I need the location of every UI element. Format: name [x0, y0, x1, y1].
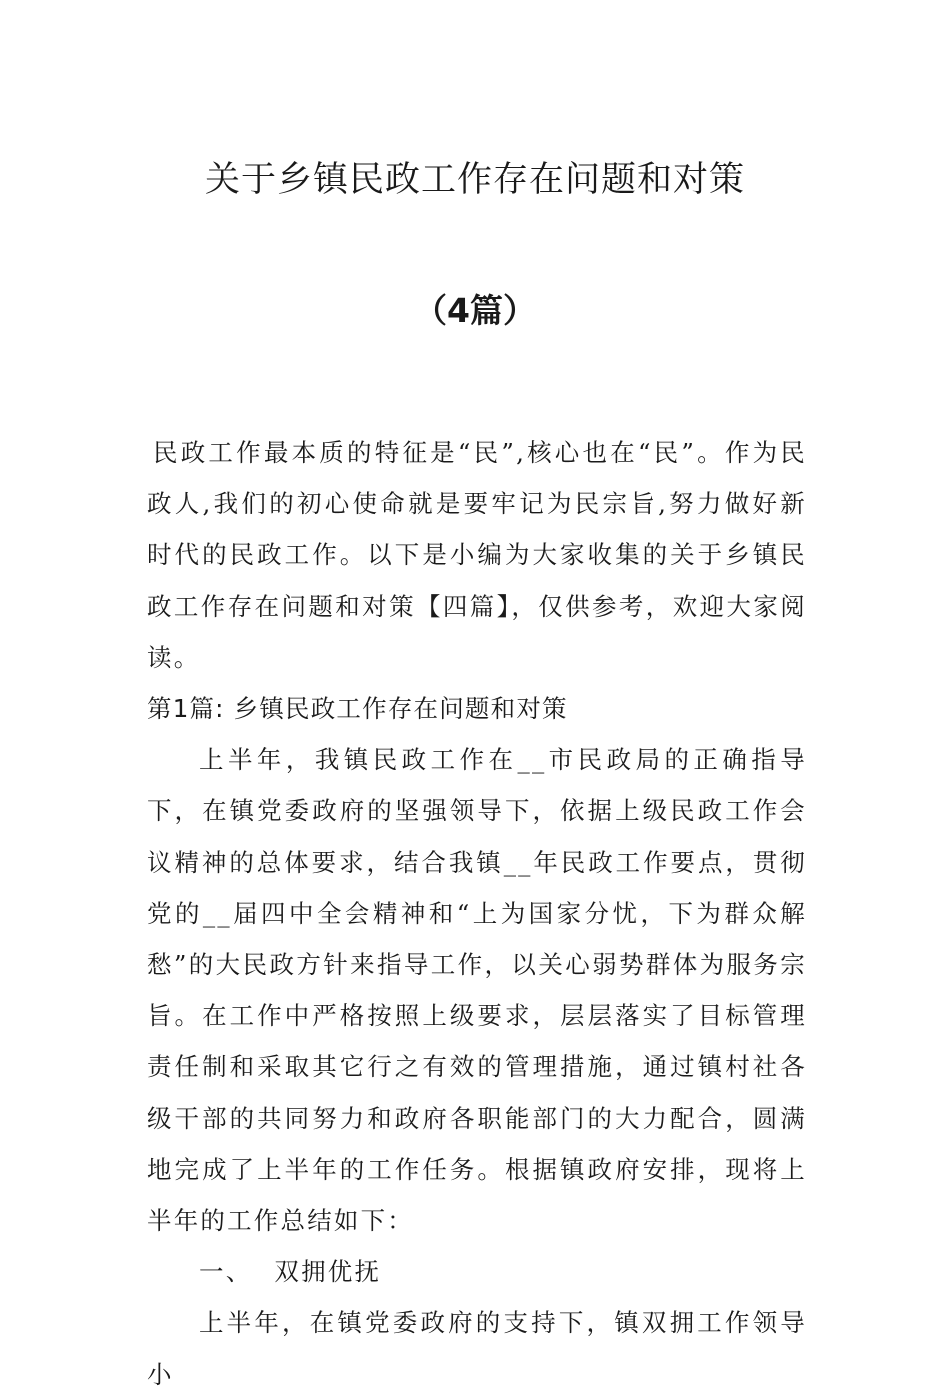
list-number: 一、 [199, 1257, 253, 1287]
document-subtitle: （4篇） [414, 291, 536, 330]
intro-paragraph: 民政工作最本质的特征是“民”,核心也在“民”。作为民政人,我们的初心使命就是要牢记为民宗旨,努力做好新时代的民政工作。以下是小编为大家收集的关于乡镇民政工作存在问题和对策【四篇】，仅供参考，欢迎大家阅读。 [147, 438, 807, 672]
document-body [147, 427, 807, 1400]
list-heading-text: 双拥优抚 [274, 1257, 382, 1287]
section-heading: 第1篇: 乡镇民政工作存在问题和对策 [147, 694, 568, 724]
list-heading [147, 1246, 807, 1297]
document-title: 关于乡镇民政工作存在问题和对策 [204, 160, 745, 200]
body-paragraph: 上半年，在镇党委政府的支持下，镇双拥工作领导小 [147, 1308, 807, 1389]
body-paragraph: 上半年，我镇民政工作在__市民政局的正确指导下，在镇党委政府的坚强领导下，依据上级民政工作会议精神的总体要求，结合我镇__年民政工作要点，贯彻党的__届四中全会精神和“上为国家分忧，下为群众解愁”的大民政方针来指导工作，以关心弱势群体为服务宗旨。在工作中严格按照上级要求，层层落实了目标管理责任制和采取其它行之有效的管理措施，通过镇村社各级干部的共同努力和政府各职能部门的大力配合，圆满地完成了上半年的工作任务。根据镇政府安排，现将上半年的工作总结如下： [147, 745, 807, 1236]
